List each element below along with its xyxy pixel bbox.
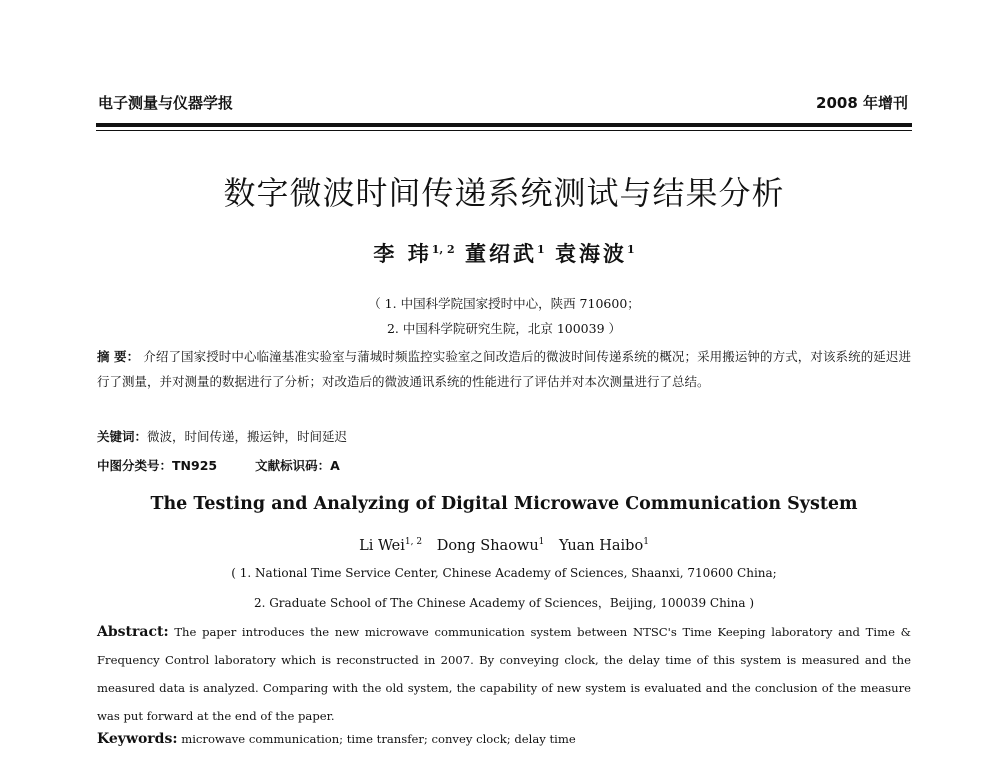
affiliation-cn-1: （ 1. 中国科学院国家授时中心，陕西 710600； (368, 296, 640, 311)
title-cn: 数字微波时间传递系统测试与结果分析 (223, 174, 785, 212)
abstract-cn-label: 摘 要： (97, 349, 140, 364)
abstract-en-text: The paper introduces the new microwave communication system between NTSC's Time Keeping laboratory and Time & Frequency Control laboratory which is reconstructed in 2007. By conveying clock, the delay time of this system is measured and the measured data is analyzed. Comparing with the old system, the capability of new system is evaluated and the conclusion of the measure was put forward at the end of the paper. (97, 625, 911, 723)
keywords-cn (97, 427, 347, 445)
authors-cn (96, 238, 912, 268)
keywords-en-label: Keywords: (97, 731, 178, 747)
header-rule-thin (96, 130, 912, 131)
author-cn-3: 袁海波 (554, 241, 627, 266)
class-value: TN925 (172, 458, 218, 473)
doc-code-label: 文献标识码： (255, 458, 331, 473)
author-cn-1-sup: 1, 2 (431, 243, 455, 256)
author-en-2-sup: 1 (538, 537, 545, 547)
title-en: The Testing and Analyzing of Digital Microwave Communication System (150, 494, 858, 514)
author-cn-2-sup: 1 (536, 243, 545, 256)
doc-code-value: A (330, 458, 340, 473)
affiliation-en-2: 2. Graduate School of The Chinese Academy of Sciences，Beijing, 100039 China ) (253, 596, 755, 610)
author-cn-2: 董绍武 (464, 241, 537, 266)
author-en-3: Yuan Haibo (559, 537, 644, 554)
author-en-3-sup: 1 (643, 537, 649, 547)
keywords-en (97, 731, 576, 747)
author-en-2: Dong Shaowu (436, 537, 539, 554)
journal-name: 电子测量与仪器学报 (98, 94, 234, 112)
author-en-1-sup: 1, 2 (404, 537, 423, 547)
issue-label: 2008 年增刊 (816, 94, 908, 112)
affiliation-cn-2: 2. 中国科学院研究生院，北京 100039 ） (386, 321, 622, 336)
abstract-cn-text: 介绍了国家授时中心临潼基准实验室与蒲城时频监控实验室之间改造后的微波时间传递系统的概况；采用搬运钟的方式，对该系统的延迟进行了测量，并对测量的数据进行了分析；对改造后的微波通讯系统的性能进行了评估并对本次测量进行了总结。 (97, 349, 911, 389)
keywords-cn-label: 关键词： (97, 429, 148, 444)
class-label: 中图分类号： (97, 458, 173, 473)
abstract-en (97, 618, 911, 730)
abstract-en-label: Abstract: (97, 624, 169, 640)
author-cn-3-sup: 1 (626, 243, 635, 256)
header-rule-thick (96, 123, 912, 127)
author-cn-1: 李 玮 (373, 241, 432, 266)
authors-en (96, 537, 912, 554)
keywords-en-text: microwave communication; time transfer; convey clock; delay time (181, 732, 576, 746)
classification-cn (97, 456, 340, 474)
affiliation-en-1: ( 1. National Time Service Center, Chinese Academy of Sciences, Shaanxi, 710600 China; (231, 566, 777, 580)
keywords-cn-text: 微波，时间传递，搬运钟，时间延迟 (147, 429, 348, 444)
author-en-1: Li Wei (359, 537, 405, 554)
abstract-cn (97, 344, 911, 394)
